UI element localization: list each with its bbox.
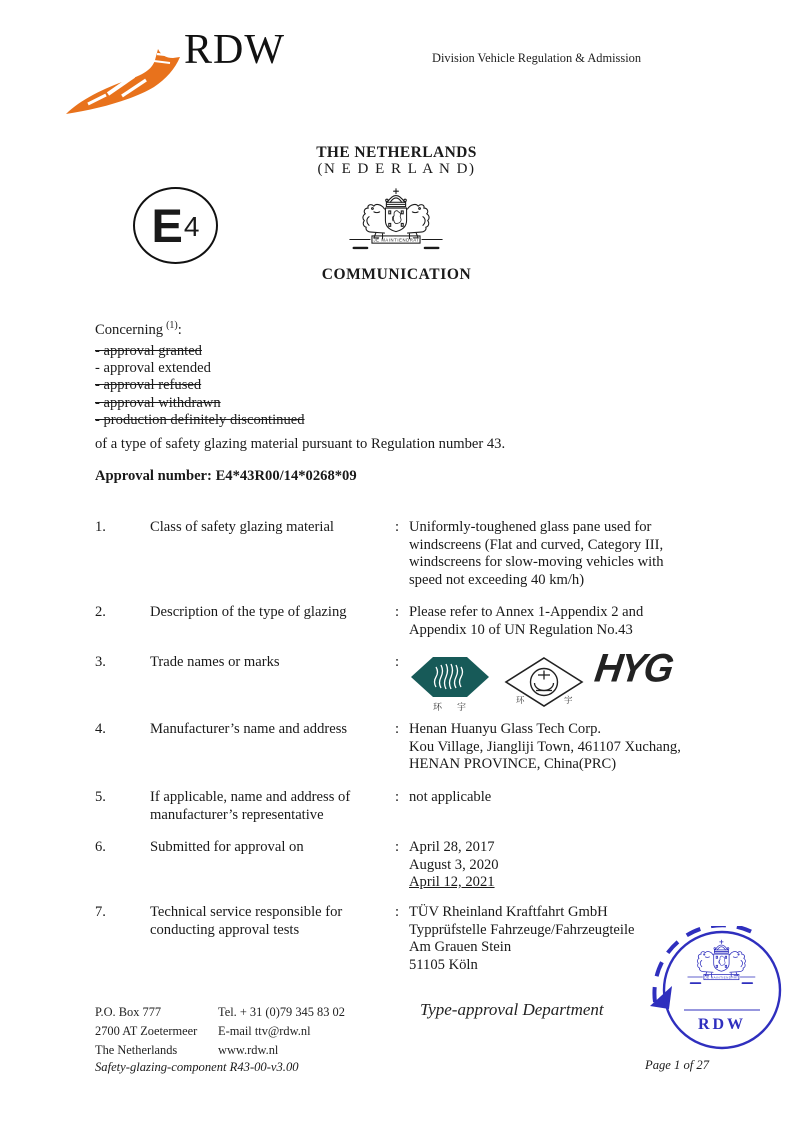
footer-website: www.rdw.nl xyxy=(218,1043,279,1057)
netherlands-coat-of-arms-icon xyxy=(346,185,446,258)
footer-contact xyxy=(218,1003,345,1060)
item-colon: : xyxy=(395,519,400,535)
stamp-rdw-text: RDW xyxy=(697,1016,747,1033)
footnote-ref: (1) xyxy=(166,320,178,331)
rdw-approval-stamp-icon xyxy=(644,926,792,1060)
item-row-7 xyxy=(95,904,739,974)
footer-phone: Tel. + 31 (0)79 345 83 02 xyxy=(218,1005,345,1019)
item-value-line: Appendix 10 of UN Regulation No.43 xyxy=(409,621,633,638)
item-colon: : xyxy=(395,839,400,855)
item-label-line: Technical service responsible for xyxy=(150,904,343,920)
item-value-line-underlined: April 12, 2021 xyxy=(409,874,495,890)
option-approval-granted: - approval granted xyxy=(95,343,202,359)
trademark-logos xyxy=(409,646,739,713)
hexagon-char-right: 宇 xyxy=(457,702,467,712)
item-number: 2. xyxy=(95,604,106,620)
footer-address-line: The Netherlands xyxy=(95,1043,178,1057)
item-colon: : xyxy=(395,604,400,620)
item-value xyxy=(409,646,739,713)
item-value-line: speed not exceeding 40 km/h) xyxy=(409,571,585,588)
concerning-options xyxy=(95,343,305,429)
diamond-char-right: 宇 xyxy=(564,695,573,705)
rdw-feather-logo-icon xyxy=(62,42,184,120)
item-label-line: conducting approval tests xyxy=(150,921,300,938)
communication-heading: COMMUNICATION xyxy=(321,266,472,283)
item-row-3 xyxy=(95,646,739,713)
item-value-line: August 3, 2020 xyxy=(409,856,499,873)
item-value-line: April 28, 2017 xyxy=(409,839,495,855)
item-label xyxy=(150,519,395,589)
item-value xyxy=(409,789,739,824)
item-label-line: Class of safety glazing material xyxy=(150,519,334,535)
footer-address xyxy=(95,1003,197,1060)
item-label-line: Manufacturer’s name and address xyxy=(150,721,348,737)
item-row-4 xyxy=(95,721,739,774)
approval-number-line xyxy=(95,468,357,485)
approval-number-label: Approval number: xyxy=(95,468,212,484)
hyg-trademark-logo: HYG xyxy=(592,646,675,692)
item-value-line: HENAN PROVINCE, China(PRC) xyxy=(409,756,617,772)
option-approval-extended: - approval extended xyxy=(95,360,211,377)
item-value xyxy=(409,721,739,774)
hexagon-char-left: 环 xyxy=(433,702,443,712)
item-value-line: Am Grauen Stein xyxy=(409,939,512,955)
item-value-line: Typprüfstelle Fahrzeuge/Fahrzeugteile xyxy=(409,921,635,938)
item-colon: : xyxy=(395,654,400,670)
item-number: 7. xyxy=(95,904,106,920)
item-number: 5. xyxy=(95,789,106,805)
huanyu-hexagon-trademark-icon xyxy=(409,655,493,713)
item-label-line: manufacturer’s representative xyxy=(150,806,324,823)
item-label-line: Description of the type of glazing xyxy=(150,604,347,620)
item-label xyxy=(150,654,395,713)
concerning-subject: of a type of safety glazing material pursuant to Regulation number 43. xyxy=(95,436,506,452)
item-value xyxy=(409,519,739,589)
option-approval-refused: - approval refused xyxy=(95,377,202,394)
item-value-line: Please refer to Annex 1-Appendix 2 and xyxy=(409,604,644,620)
footer-address-line: 2700 AT Zoetermeer xyxy=(95,1024,198,1038)
department-title: Type-approval Department xyxy=(420,1000,604,1019)
document-reference: Safety-glazing-component R43-00-v3.00 xyxy=(95,1060,299,1074)
e-mark-number: 4 xyxy=(183,210,200,242)
page-number: Page 1 of 27 xyxy=(645,1058,710,1072)
item-row-2 xyxy=(95,604,739,639)
item-number: 1. xyxy=(95,519,106,535)
option-approval-withdrawn: - approval withdrawn xyxy=(95,394,221,411)
item-row-5 xyxy=(95,789,739,824)
item-label xyxy=(150,721,395,774)
concerning-line xyxy=(95,317,182,339)
item-value-line: windscreens (Flat and curved, Category III, xyxy=(409,536,664,553)
item-value xyxy=(409,839,739,892)
item-label-line: Submitted for approval on xyxy=(150,839,304,855)
item-label-line: Trade names or marks xyxy=(150,654,280,670)
item-number: 4. xyxy=(95,721,106,737)
item-colon: : xyxy=(395,721,400,737)
item-number: 6. xyxy=(95,839,106,855)
rdw-logo-text: RDW xyxy=(184,27,285,73)
item-value-line: 51105 Köln xyxy=(409,956,478,973)
item-value-line: Henan Huanyu Glass Tech Corp. xyxy=(409,721,602,737)
concerning-colon: : xyxy=(177,321,182,338)
item-value-line: Kou Village, Jiangliji Town, 461107 Xuchang, xyxy=(409,738,681,755)
footer-address-line: P.O. Box 777 xyxy=(95,1005,162,1019)
item-value-line: Uniformly-toughened glass pane used for xyxy=(409,519,652,535)
item-value-line: not applicable xyxy=(409,789,492,805)
item-colon: : xyxy=(395,904,400,920)
item-value-line: windscreens for slow-moving vehicles with xyxy=(409,554,664,570)
item-row-1 xyxy=(95,519,739,589)
item-label xyxy=(150,904,395,974)
option-production-discontinued: - production definitely discontinued xyxy=(95,411,305,428)
e4-approval-mark-icon xyxy=(133,187,218,264)
item-value xyxy=(409,604,739,639)
approval-number-value: E4*43R00/14*0268*09 xyxy=(215,468,357,484)
e-mark-letter: E xyxy=(151,199,183,252)
concerning-label: Concerning xyxy=(95,321,164,338)
item-value-line: TÜV Rheinland Kraftfahrt GmbH xyxy=(409,904,608,920)
huanyu-diamond-trademark-icon xyxy=(502,655,586,713)
item-label-line: If applicable, name and address of xyxy=(150,789,351,805)
item-colon: : xyxy=(395,789,400,805)
item-label xyxy=(150,789,395,824)
diamond-char-left: 环 xyxy=(516,695,525,705)
item-label xyxy=(150,604,395,639)
item-row-6 xyxy=(95,839,739,892)
country-native-title: (N E D E R L A N D) xyxy=(317,161,476,177)
footer-email: E-mail ttv@rdw.nl xyxy=(218,1024,311,1038)
country-title: THE NETHERLANDS xyxy=(316,144,477,161)
item-label xyxy=(150,839,395,892)
item-number: 3. xyxy=(95,654,106,670)
division-title: Division Vehicle Regulation & Admission xyxy=(432,51,642,65)
